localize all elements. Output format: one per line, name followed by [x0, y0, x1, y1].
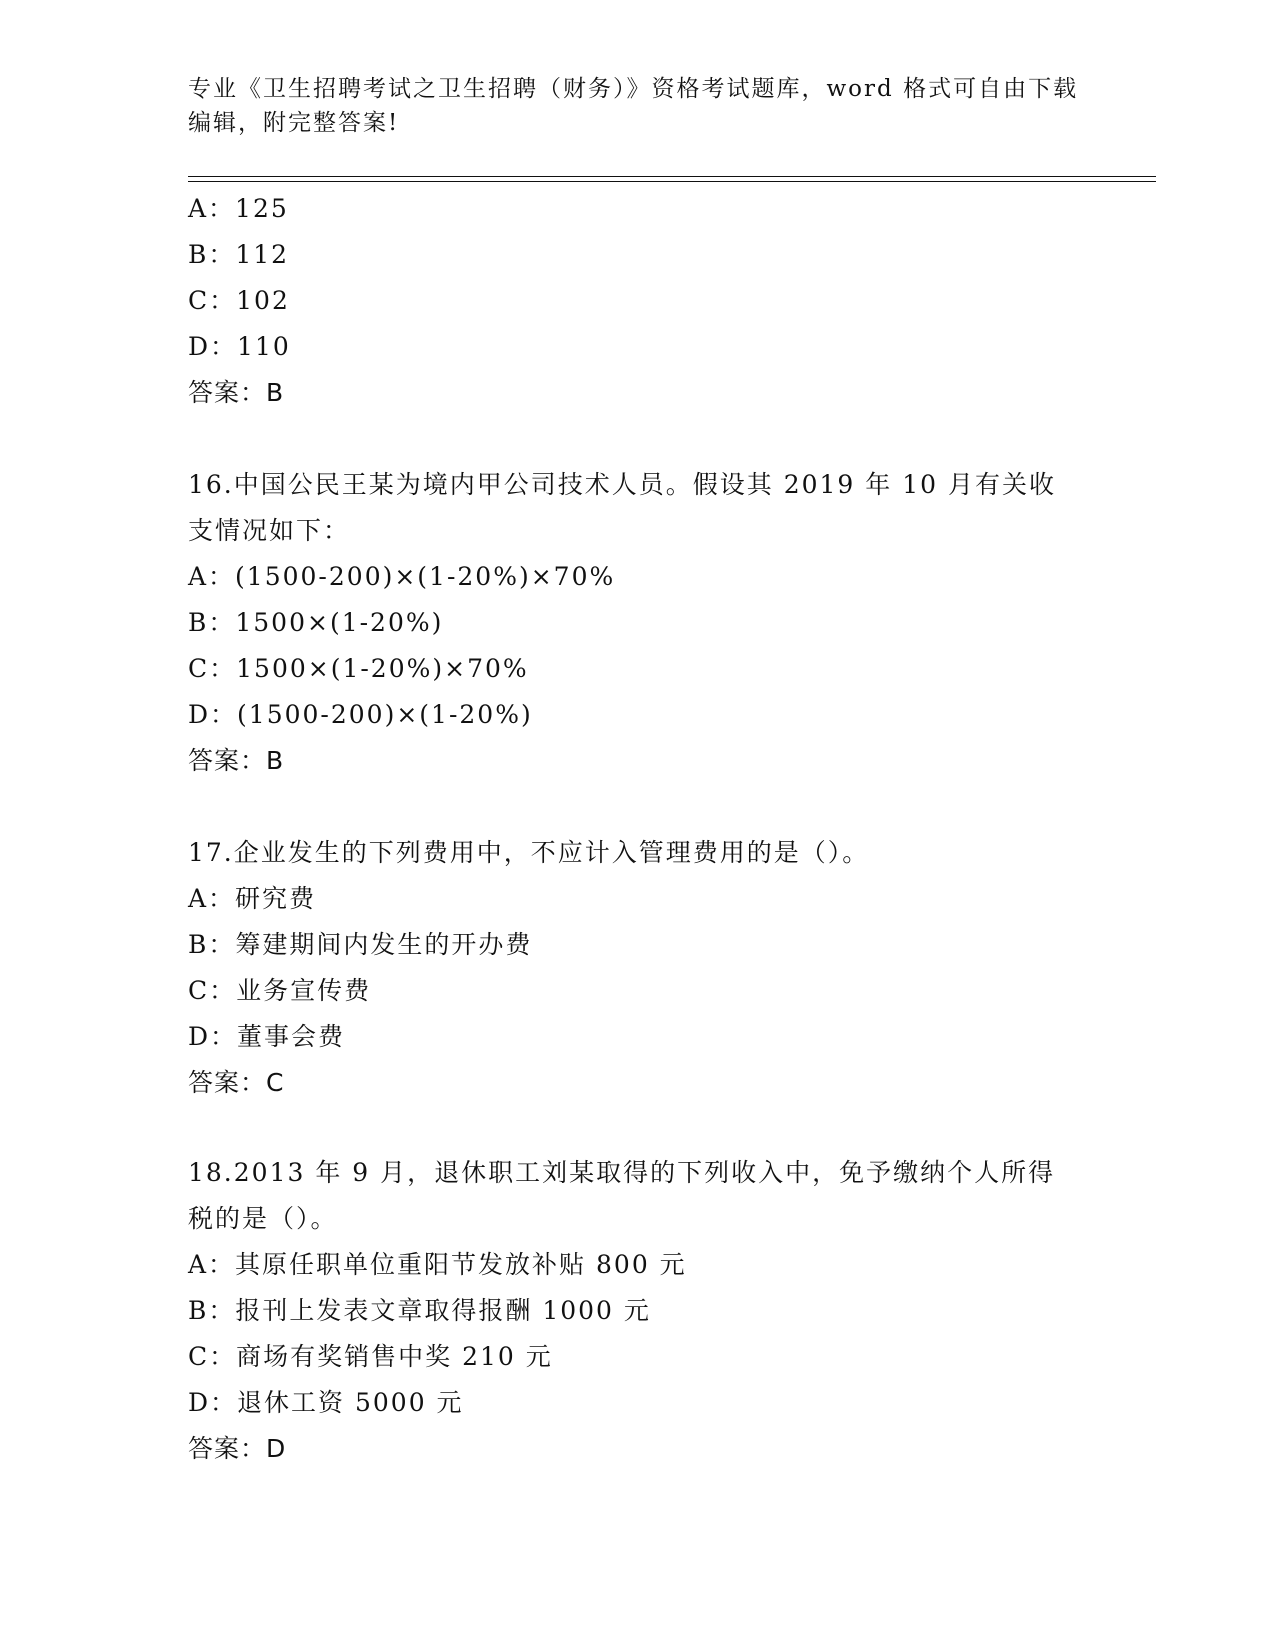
question-stem: 18.2013 年 9 月，退休职工刘某取得的下列收入中，免予缴纳个人所得	[188, 1158, 1056, 1187]
answer: 答案：B	[188, 746, 285, 775]
option-c: C：业务宣传费	[188, 976, 372, 1005]
question-16	[188, 462, 1088, 784]
option-a: A：125	[188, 194, 289, 223]
option-a: A：(1500-200)×(1-20%)×70%	[188, 562, 616, 591]
option-b: B：筹建期间内发生的开办费	[188, 930, 533, 959]
answer: 答案：C	[188, 1068, 285, 1097]
option-c: C：102	[188, 286, 290, 315]
header-divider-bottom	[188, 181, 1156, 182]
option-a: A：其原任职单位重阳节发放补贴 800 元	[188, 1250, 687, 1279]
answer: 答案：D	[188, 1434, 287, 1463]
option-c: C：商场有奖销售中奖 210 元	[188, 1342, 553, 1371]
option-b: B：1500×(1-20%)	[188, 608, 444, 637]
question-17	[188, 830, 1088, 1106]
option-d: D：110	[188, 332, 291, 361]
option-d: D：(1500-200)×(1-20%)	[188, 700, 533, 729]
option-c: C：1500×(1-20%)×70%	[188, 654, 529, 683]
option-b: B：报刊上发表文章取得报酬 1000 元	[188, 1296, 651, 1325]
header-line-2: 编辑，附完整答案!	[188, 110, 400, 136]
question-15	[188, 186, 1088, 416]
option-b: B：112	[188, 240, 290, 269]
option-d: D：退休工资 5000 元	[188, 1388, 464, 1417]
option-d: D：董事会费	[188, 1022, 346, 1051]
header-line-1: 专业《卫生招聘考试之卫生招聘（财务）》资格考试题库，word 格式可自由下载	[188, 76, 1079, 102]
answer: 答案：B	[188, 378, 285, 407]
question-stem: 16.中国公民王某为境内甲公司技术人员。假设其 2019 年 10 月有关收	[188, 470, 1056, 499]
question-stem: 17.企业发生的下列费用中，不应计入管理费用的是（）。	[188, 838, 870, 867]
document-header	[188, 72, 1088, 140]
question-stem-cont: 支情况如下：	[188, 516, 351, 545]
option-a: A：研究费	[188, 884, 317, 913]
question-18	[188, 1150, 1088, 1472]
header-divider-top	[188, 176, 1156, 177]
question-stem-cont: 税的是（）。	[188, 1204, 338, 1233]
